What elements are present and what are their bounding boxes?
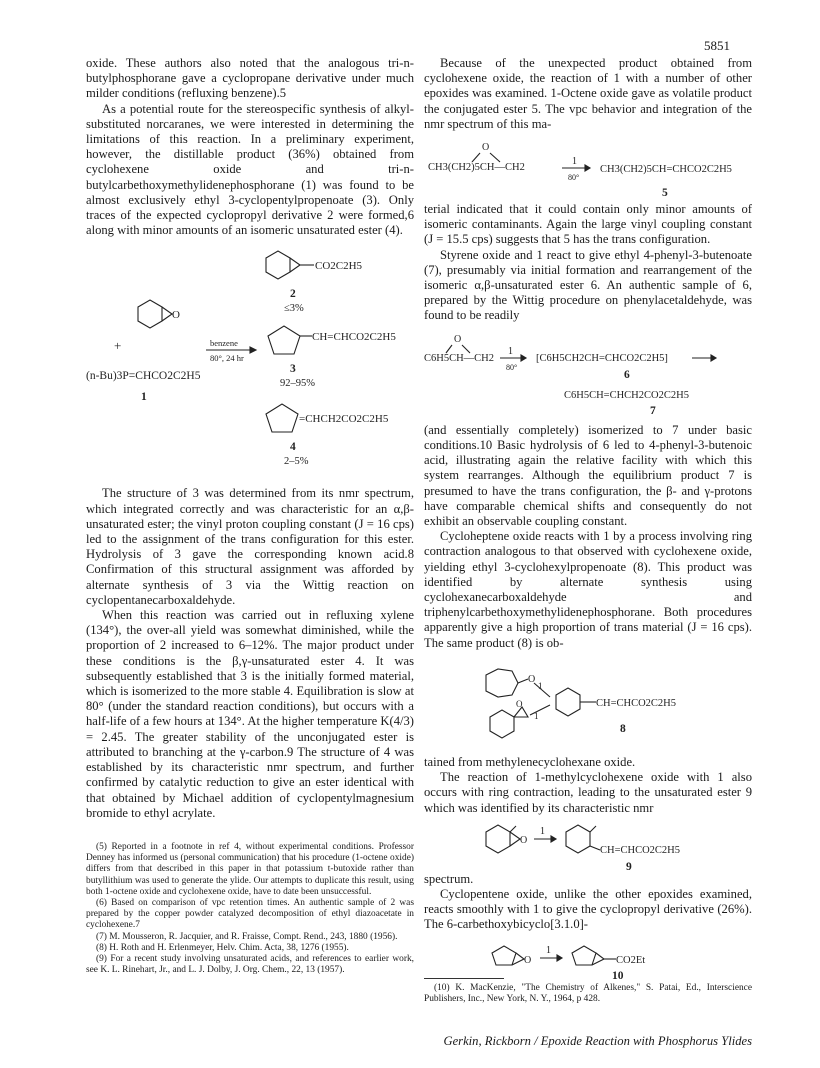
compound-number: 9 xyxy=(626,860,632,872)
paragraph: Styrene oxide and 1 react to give ethyl 4-phenyl-3-butenoate (7), presumably via initial formation and rearrangement of the isomeric α,β-unsaturated ester 6. An authentic sample of 6, prepared by the Wittig procedure on phenylacetaldehyde, was found to be readily xyxy=(424,247,752,323)
compound-number: 1 xyxy=(141,391,147,404)
arrow-label: 1 xyxy=(538,680,543,691)
paragraph: When this reaction was carried out in refluxing xylene (134°), the over-all yield was somewhat diminished, while the proportion of 2 increased to 6–12%. The major product under these conditions is the β,γ-unsaturated ester 4. It was subsequently established that 3 is the initially formed material, which is isomerized to the more stable 4. Equilibration is slow at 80° (under the standard reaction conditions), but occurs with a half-life of a few hours at 134°. At the higher temperature K(4/3) = 2.45. The greater stability of the unconjugated ester is attributed to branching at the γ-carbon.9 The structure of 4 was established by its characteristic nmr spectrum, and further confirmed by catalytic reduction to give an ester identical with that obtained by Michael addition of cyclopentylmagnesium bromide to ethyl acrylate. xyxy=(86,608,414,820)
reactant-label: C6H5CH—CH2 xyxy=(424,352,495,364)
paragraph: terial indicated that it could contain only minor amounts of isomeric contaminants. Again the large vinyl coupling constant (J = 15.5 cps) suggests that 5 has the trans configuration. xyxy=(424,202,752,247)
footnote: (9) For a recent study involving unsaturated acids, and references to earlier work, see K. L. Rinehart, Jr., and L. J. Dolby, J. Org. Chem., 22, 13 (1957). xyxy=(86,954,414,976)
equation-9 xyxy=(424,820,752,872)
product-3-substituent: CH=CHCO2C2H5 xyxy=(312,331,396,344)
compound-number: 6 xyxy=(624,368,630,381)
arrow-label: 1 xyxy=(540,825,545,837)
paragraph: The structure of 3 was determined from its nmr spectrum, which integrated correctly and was characteristic for an α,β-unsaturated ester; the vinyl proton coupling constant (J = 16 cps) led to the assignment of the trans configuration for this ester. Hydrolysis of 3 gave the corresponding known acid.8 Confirmation of this structural assignment was afforded by alternate synthesis of 3 via the Wittig reaction on cyclopentanecarboxaldehyde. xyxy=(86,486,414,607)
compound-number: 10 xyxy=(612,969,624,981)
oxygen-label: O xyxy=(524,954,532,966)
footnote: (6) Based on comparison of vpc retention times. An authentic sample of 2 was prepared by the copper powder catalyzed decomposition of ethyl diazoacetate in cyclohexene.7 xyxy=(86,898,414,931)
paragraph: Because of the unexpected product obtained from cyclohexene oxide, the reaction of 1 with a number of other epoxides was examined. 1-Octene oxide gave as volatile product the conjugated ester 5. The vpc behavior and integration of the nmr spectrum of this ma- xyxy=(424,56,752,131)
reactant-label: CH3(CH2)5CH—CH2 xyxy=(428,162,525,174)
footnotes-right xyxy=(424,978,752,1005)
product-label: C6H5CH=CHCH2CO2C2H5 xyxy=(564,389,689,401)
footnote: (5) Reported in a footnote in ref 4, without experimental conditions. Professor Denney has informed us (personal communication) that his procedure (1-octene oxide) differs from that described in this paper in that potassium t-butoxide rather than butyllithium was used to generate the ylide. Our attempts to duplicate this result, using both 1-octene oxide and cyclohexene oxide, have to date been unsuccessful. xyxy=(86,842,414,897)
compound-number: 4 xyxy=(290,441,296,454)
condition-top: benzene xyxy=(210,338,238,349)
compound-number: 5 xyxy=(662,187,668,200)
oxygen-label: O xyxy=(528,673,536,685)
right-column xyxy=(424,56,752,981)
footnotes-left xyxy=(86,842,414,976)
paragraph: oxide. These authors also noted that the analogous tri-n-butylphosphorane gave a cyclopropane derivative under much milder conditions (refluxing benzene).5 xyxy=(86,56,414,101)
compound-number: 2 xyxy=(290,288,296,301)
arrow-label: 1 xyxy=(572,156,577,168)
running-footer: Gerkin, Rickborn / Epoxide Reaction with Phosphorus Ylides xyxy=(443,1034,752,1048)
equation-6 xyxy=(424,328,752,408)
reagent-label: (n-Bu)3P=CHCO2C2H5 xyxy=(86,370,201,383)
product-label: CO2Et xyxy=(616,954,646,966)
footnote: (10) K. MacKenzie, "The Chemistry of Alkenes," S. Patai, Ed., Interscience Publishers, Inc., New York, N. Y., 1964, p 428. xyxy=(424,983,752,1005)
paragraph: tained from methylenecyclohexane oxide. xyxy=(424,754,636,769)
arrow-label: 1 xyxy=(546,944,551,956)
product-2-substituent: CO2C2H5 xyxy=(315,260,363,273)
yield-label: 92–95% xyxy=(280,378,315,390)
compound-number: 8 xyxy=(620,722,626,735)
plus-sign: + xyxy=(114,338,122,354)
product-label: CH3(CH2)5CH=CHCO2C2H5 xyxy=(600,164,732,176)
product-label: CH=CHCO2C2H5 xyxy=(600,844,681,856)
yield-label: 2–5% xyxy=(284,456,309,468)
paragraph: As a potential route for the stereospecific synthesis of alkyl-substituted norcaranes, we were interested in determining the limitations of this reaction. In a preliminary experiment, however, the distillable product (36%) obtained from cyclohexene oxide and tri-n-butylcarbethoxymethylidenephosphorane (1) was found to be almost exclusively ethyl 3-cyclopentylpropenoate (3). Only traces of the expected cyclopropyl derivative 2 were formed,6 along with minor amounts of an isomeric unsaturated ester (4). xyxy=(86,101,414,238)
oxygen-label: O xyxy=(520,834,528,846)
oxygen-label: O xyxy=(172,309,180,322)
oxygen-label: O xyxy=(454,333,462,345)
oxygen-label: O xyxy=(482,142,490,154)
footnote: (8) H. Roth and H. Erlenmeyer, Helv. Chim. Acta, 38, 1276 (1955). xyxy=(96,942,349,953)
equation-5 xyxy=(424,136,752,202)
reaction-scheme-1 xyxy=(86,242,414,480)
paragraph: spectrum. xyxy=(424,871,474,886)
arrow-label: 1 xyxy=(508,345,513,357)
paragraph: Cycloheptene oxide reacts with 1 by a process involving ring contraction analogous to that observed with cyclohexene oxide, yielding ethyl 3-cyclohexylpropenoate (8). This product was identified by alternate synthesis using cyclohexanecarboxaldehyde and triphenylcarbethoxymethylidenephosphorane. Both procedures apparently give a high proportion of trans material (J = 16 cps). The same product (8) is ob- xyxy=(424,529,752,650)
left-column xyxy=(86,56,414,821)
arrow-label: 1 xyxy=(534,710,539,721)
equation-8 xyxy=(424,657,752,753)
intermediate-label: [C6H5CH2CH=CHCO2C2H5] xyxy=(536,352,668,364)
page-number: 5851 xyxy=(704,38,730,53)
paragraph: (and essentially completely) isomerized to 7 under basic conditions.10 Basic hydrolysis of 6 led to 4-phenyl-3-butenoic acid, illustrating again the relative facility with which this system rearranges. Although the equilibrium product 7 is presumed to have the trans configuration, the β- and γ-protons have comparable chemical shifts and consequently do not exhibit an observable coupling constant. xyxy=(424,422,752,529)
paragraph: The reaction of 1-methylcyclohexene oxide with 1 also occurs with ring contraction, leading to the unsaturated ester 9 which was identified by its characteristic nmr xyxy=(424,770,752,815)
product-label: CH=CHCO2C2H5 xyxy=(596,697,677,709)
compound-number: 7 xyxy=(650,404,656,417)
product-4-substituent: =CHCH2CO2C2H5 xyxy=(299,413,389,426)
yield-label: ≤3% xyxy=(284,303,304,315)
paragraph: Cyclopentene oxide, unlike the other epoxides examined, reacts smoothly with 1 to give the cyclopropyl derivative (26%). The 6-carbethoxybicyclo[3.1.0]- xyxy=(424,886,752,932)
compound-number: 3 xyxy=(290,363,296,376)
arrow-condition: 80° xyxy=(568,173,580,183)
condition-bottom: 80°, 24 hr xyxy=(210,353,244,364)
footnote-rule xyxy=(424,978,504,979)
oxygen-label: O xyxy=(516,698,523,709)
footnote: (7) M. Mousseron, R. Jacquier, and R. Fraisse, Compt. Rend., 243, 1880 (1956). xyxy=(96,931,398,942)
equation-10 xyxy=(424,937,752,981)
arrow-condition: 80° xyxy=(506,362,518,372)
